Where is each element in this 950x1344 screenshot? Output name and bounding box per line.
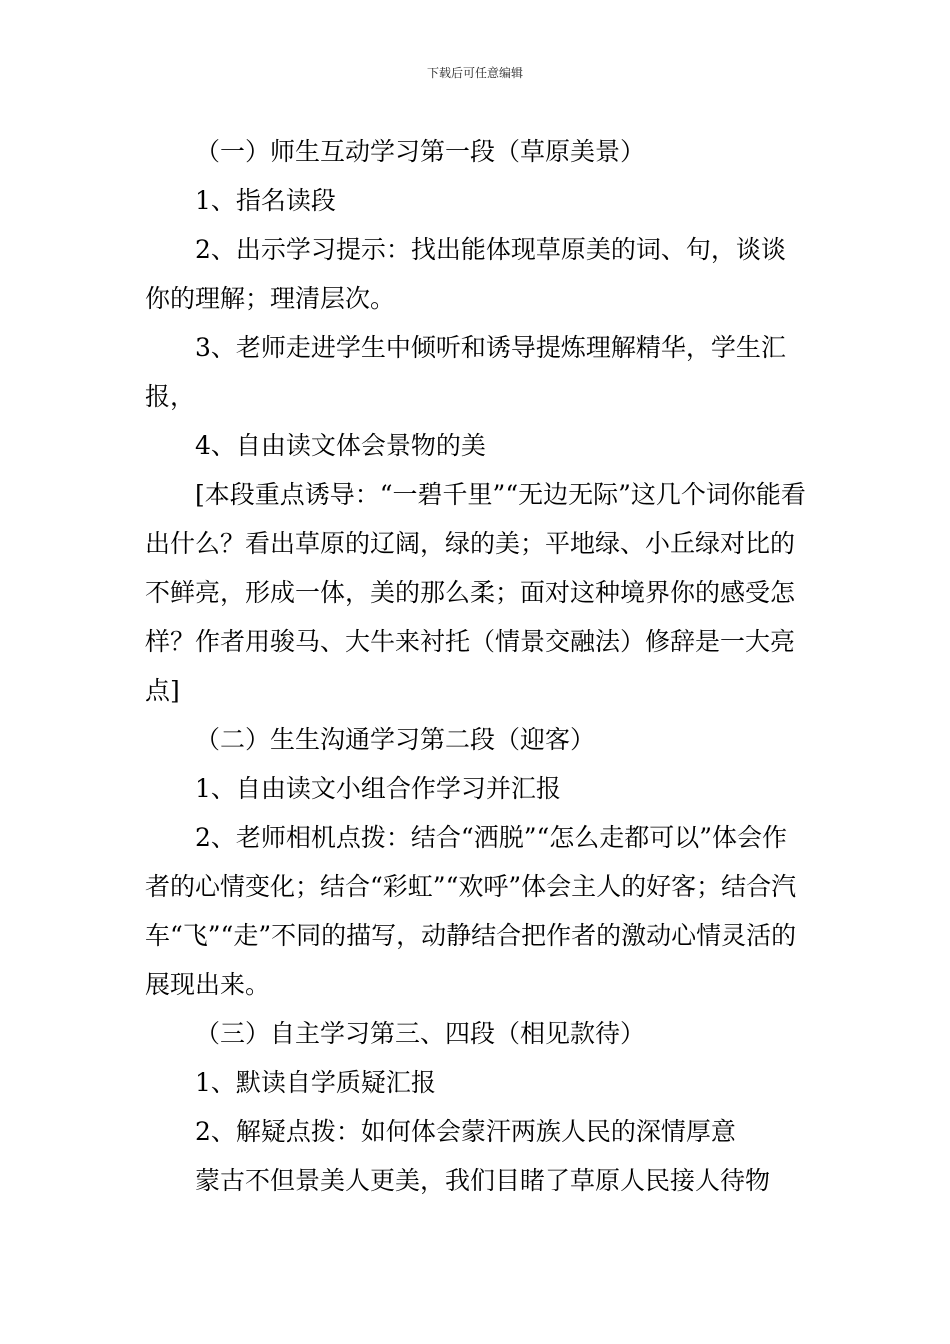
section-heading-3: （三）自主学习第三、四段（相见款待）: [195, 1019, 646, 1048]
list-item: 3、老师走进学生中倾听和诱导提炼理解精华，学生汇报，: [145, 333, 786, 411]
list-item: 1、指名读段: [195, 186, 336, 215]
page-header: 下载后可任意编辑: [426, 66, 523, 80]
section-heading-2: （二）生生沟通学习第二段（迎客）: [195, 725, 596, 754]
list-item: 1、默读自学质疑汇报: [195, 1068, 436, 1097]
list-item: 4、自由读文体会景物的美: [195, 431, 486, 460]
document-body: [145, 127, 810, 1205]
guidance-note: [本段重点诱导：“一碧千里”“无边无际”这几个词你能看出什么？看出草原的辽阔，绿的美；平地绿、小丘绿对比的不鲜亮，形成一体，美的那么柔；面对这种境界你的感受怎样？作者用骏马、大牛来衬托（情景交融法）修辞是一大亮点]: [145, 480, 806, 705]
list-item: 1、自由读文小组合作学习并汇报: [195, 774, 561, 803]
section-heading-1: （一）师生互动学习第一段（草原美景）: [195, 137, 646, 166]
list-item: 2、老师相机点拨：结合“洒脱”“怎么走都可以”体会作者的心情变化；结合“彩虹”“欢呼”体会主人的好客；结合汽车“飞”“走”不同的描写，动静结合把作者的激动心情灵活的展现出来。: [145, 823, 797, 999]
list-item: 2、解疑点拨：如何体会蒙汗两族人民的深情厚意: [195, 1117, 736, 1146]
list-item: 2、出示学习提示：找出能体现草原美的词、句，谈谈你的理解；理清层次。: [145, 235, 786, 313]
body-paragraph: 蒙古不但景美人更美，我们目睹了草原人民接人待物: [195, 1166, 771, 1195]
